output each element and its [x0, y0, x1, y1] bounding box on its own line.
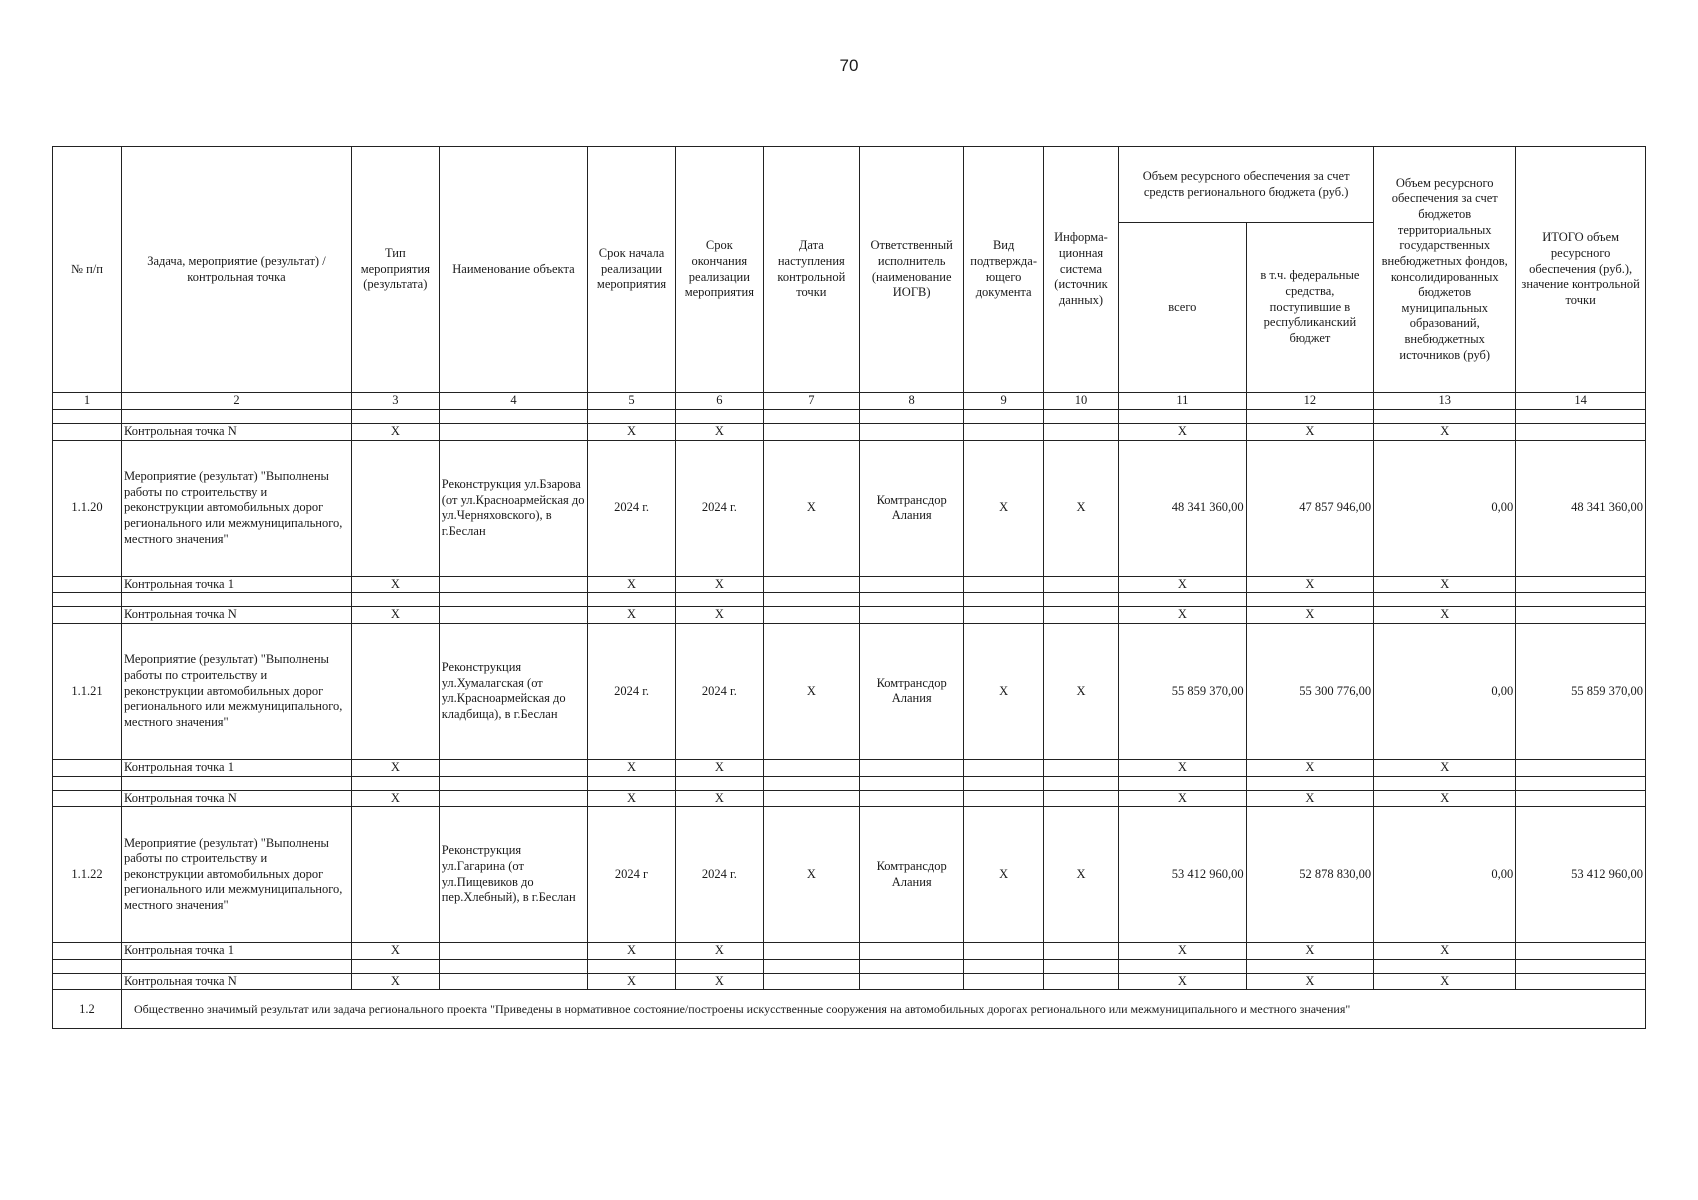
task-total: 55 859 370,00	[1119, 623, 1247, 759]
x-mark: X	[1119, 943, 1247, 960]
column-number-row	[53, 393, 1646, 410]
control-point-row	[53, 943, 1646, 960]
header-type: Тип мероприятия (результата)	[351, 147, 439, 393]
x-mark: X	[1246, 790, 1374, 807]
page-number: 70	[839, 56, 859, 75]
blank-row	[53, 410, 1646, 424]
task-grand-total: 55 859 370,00	[1516, 623, 1646, 759]
x-mark: X	[675, 790, 763, 807]
section-result-text: Общественно значимый результат или задача регионального проекта "Приведены в нормативное состояние/построены искусственные сооружения на автомобильных дорогах регионального или межмуниципального и местного значения"	[121, 990, 1645, 1029]
control-point-label: Контрольная точка 1	[121, 759, 351, 776]
control-point-row	[53, 790, 1646, 807]
header-task: Задача, мероприятие (результат) / контрольная точка	[121, 147, 351, 393]
x-mark: X	[1374, 973, 1516, 990]
control-point-row	[53, 607, 1646, 624]
header-grand-total: ИТОГО объем ресурсного обеспечения (руб.), значение контрольной точки	[1516, 147, 1646, 393]
task-start: 2024 г	[588, 807, 676, 943]
x-mark: X	[1374, 759, 1516, 776]
task-text: Мероприятие (результат) "Выполнены работы по строительству и реконструкции автомобильных дорог регионального или межмуниципального, местного значения"	[121, 807, 351, 943]
header-total: всего	[1119, 223, 1247, 393]
task-federal: 47 857 946,00	[1246, 440, 1374, 576]
x-mark: X	[1374, 790, 1516, 807]
task-start: 2024 г.	[588, 440, 676, 576]
header-other: Объем ресурсного обеспечения за счет бюджетов территориальных государственных внебюджетных фондов, консолидированных бюджетов муниципальных образований, внебюджетных источников (руб)	[1374, 147, 1516, 393]
x-mark: X	[588, 576, 676, 593]
task-executor: Комтрансдор Алания	[859, 807, 964, 943]
task-total: 48 341 360,00	[1119, 440, 1247, 576]
x-mark: X	[675, 607, 763, 624]
task-system: X	[1043, 623, 1118, 759]
control-point-label: Контрольная точка N	[121, 973, 351, 990]
task-executor: Комтрансдор Алания	[859, 440, 964, 576]
task-number: 1.1.21	[53, 623, 122, 759]
task-doc: X	[964, 440, 1043, 576]
task-date: X	[763, 807, 859, 943]
column-number: 2	[121, 393, 351, 410]
x-mark: X	[1246, 759, 1374, 776]
control-point-row	[53, 576, 1646, 593]
task-system: X	[1043, 440, 1118, 576]
x-mark: X	[1246, 943, 1374, 960]
column-number: 10	[1043, 393, 1118, 410]
control-point-row	[53, 759, 1646, 776]
x-mark: X	[351, 790, 439, 807]
task-row	[53, 623, 1646, 759]
task-row	[53, 440, 1646, 576]
x-mark: X	[588, 424, 676, 441]
task-date: X	[763, 440, 859, 576]
task-other: 0,00	[1374, 440, 1516, 576]
task-object: Реконструкция ул.Гагарина (от ул.Пищевиков до пер.Хлебный), в г.Беслан	[439, 807, 587, 943]
control-point-row	[53, 973, 1646, 990]
task-total: 53 412 960,00	[1119, 807, 1247, 943]
control-point-label: Контрольная точка N	[121, 790, 351, 807]
control-point-row	[53, 424, 1646, 441]
x-mark: X	[351, 576, 439, 593]
x-mark: X	[1119, 790, 1247, 807]
x-mark: X	[675, 576, 763, 593]
control-point-label: Контрольная точка N	[121, 424, 351, 441]
x-mark: X	[675, 759, 763, 776]
section-result-row	[53, 990, 1646, 1029]
column-number: 4	[439, 393, 587, 410]
task-doc: X	[964, 807, 1043, 943]
x-mark: X	[588, 759, 676, 776]
header-start: Срок начала реализации мероприятия	[588, 147, 676, 393]
task-other: 0,00	[1374, 623, 1516, 759]
task-row	[53, 807, 1646, 943]
x-mark: X	[1119, 607, 1247, 624]
task-number: 1.1.22	[53, 807, 122, 943]
task-federal: 55 300 776,00	[1246, 623, 1374, 759]
task-executor: Комтрансдор Алания	[859, 623, 964, 759]
blank-row	[53, 593, 1646, 607]
x-mark: X	[351, 973, 439, 990]
column-number: 14	[1516, 393, 1646, 410]
header-federal: в т.ч. федеральные средства, поступившие в республиканский бюджет	[1246, 223, 1374, 393]
resource-table	[52, 146, 1646, 1029]
x-mark: X	[1374, 424, 1516, 441]
x-mark: X	[351, 759, 439, 776]
task-text: Мероприятие (результат) "Выполнены работы по строительству и реконструкции автомобильных дорог регионального или межмуниципального, местного значения"	[121, 440, 351, 576]
task-end: 2024 г.	[675, 440, 763, 576]
task-end: 2024 г.	[675, 623, 763, 759]
task-federal: 52 878 830,00	[1246, 807, 1374, 943]
x-mark: X	[1246, 973, 1374, 990]
task-doc: X	[964, 623, 1043, 759]
x-mark: X	[351, 943, 439, 960]
x-mark: X	[588, 607, 676, 624]
blank-row	[53, 776, 1646, 790]
resource-table-sheet	[52, 146, 1646, 1029]
header-doc: Вид подтвержда-ющего документа	[964, 147, 1043, 393]
x-mark: X	[675, 973, 763, 990]
section-number: 1.2	[53, 990, 122, 1029]
x-mark: X	[351, 607, 439, 624]
header-number: № п/п	[53, 147, 122, 393]
x-mark: X	[1246, 424, 1374, 441]
task-grand-total: 53 412 960,00	[1516, 807, 1646, 943]
control-point-label: Контрольная точка 1	[121, 943, 351, 960]
column-number: 12	[1246, 393, 1374, 410]
column-number: 1	[53, 393, 122, 410]
column-number: 6	[675, 393, 763, 410]
x-mark: X	[1119, 424, 1247, 441]
column-number: 9	[964, 393, 1043, 410]
column-number: 3	[351, 393, 439, 410]
task-object: Реконструкция ул.Хумалагская (от ул.Красноармейская до кладбища), в г.Беслан	[439, 623, 587, 759]
x-mark: X	[1119, 973, 1247, 990]
x-mark: X	[351, 424, 439, 441]
task-start: 2024 г.	[588, 623, 676, 759]
x-mark: X	[1246, 576, 1374, 593]
x-mark: X	[1246, 607, 1374, 624]
task-number: 1.1.20	[53, 440, 122, 576]
header-date: Дата наступления контрольной точки	[763, 147, 859, 393]
task-grand-total: 48 341 360,00	[1516, 440, 1646, 576]
header-regional-group: Объем ресурсного обеспечения за счет средств регионального бюджета (руб.)	[1119, 147, 1374, 223]
header-executor: Ответственный исполнитель (наименование ИОГВ)	[859, 147, 964, 393]
control-point-label: Контрольная точка 1	[121, 576, 351, 593]
x-mark: X	[675, 943, 763, 960]
x-mark: X	[588, 943, 676, 960]
task-end: 2024 г.	[675, 807, 763, 943]
column-number: 7	[763, 393, 859, 410]
task-date: X	[763, 623, 859, 759]
task-object: Реконструкция ул.Бзарова (от ул.Красноармейская до ул.Черняховского), в г.Беслан	[439, 440, 587, 576]
x-mark: X	[675, 424, 763, 441]
x-mark: X	[1119, 759, 1247, 776]
task-other: 0,00	[1374, 807, 1516, 943]
header-object: Наименование объекта	[439, 147, 587, 393]
column-number: 11	[1119, 393, 1247, 410]
x-mark: X	[588, 973, 676, 990]
task-text: Мероприятие (результат) "Выполнены работы по строительству и реконструкции автомобильных дорог регионального или межмуниципального, местного значения"	[121, 623, 351, 759]
x-mark: X	[1374, 943, 1516, 960]
x-mark: X	[588, 790, 676, 807]
blank-row	[53, 959, 1646, 973]
x-mark: X	[1374, 576, 1516, 593]
x-mark: X	[1374, 607, 1516, 624]
column-number: 13	[1374, 393, 1516, 410]
column-number: 8	[859, 393, 964, 410]
header-end: Срок окончания реализации мероприятия	[675, 147, 763, 393]
task-system: X	[1043, 807, 1118, 943]
x-mark: X	[1119, 576, 1247, 593]
control-point-label: Контрольная точка N	[121, 607, 351, 624]
header-system: Информа-ционная система (источник данных)	[1043, 147, 1118, 393]
column-number: 5	[588, 393, 676, 410]
